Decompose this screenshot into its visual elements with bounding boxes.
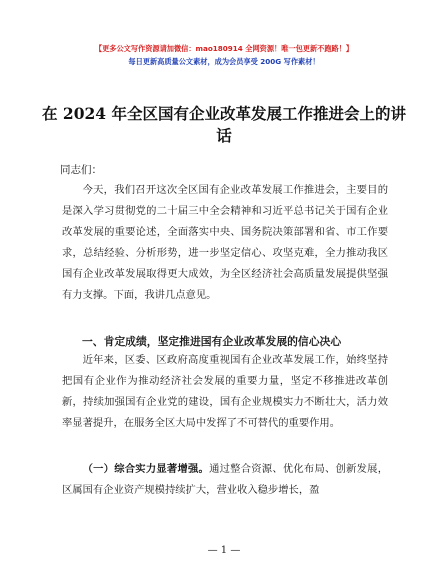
subheading-1: （一）综合实力显著增强。 <box>82 463 210 475</box>
document-title: 在 2024 年全区国有企业改革发展工作推进会上的讲话 <box>42 104 406 145</box>
paragraph-intro: 今天，我们召开这次全区国有企业改革发展工作推进会，主要目的是深入学习贯彻党的二十届三中全会精神和习近平总书记关于国有企业改革发展的重要论述，全面落实中央、国务院决策部署和省、市工作要求，总结经验、分析形势，进一步坚定信心、攻坚克难，全力推动我区国有企业改革发展取得更大成效，为全区经济社会高质量发展提供坚强有力支撑。下面，我讲几点意见。 <box>62 184 388 301</box>
paragraph-subsection1 <box>62 459 388 501</box>
section-heading-1: 一、肯定成绩，坚定推进国有企业改革发展的信心决心 <box>82 335 342 348</box>
greeting: 同志们： <box>60 164 102 176</box>
promo-banner-line2: 每日更新高质量公文素材，成为会员享受 200G 写作素材！ <box>128 57 320 66</box>
paragraph-section1: 近年来，区委、区政府高度重视国有企业改革发展工作，始终坚持把国有企业作为推动经济社会发展的重要力量，坚定不移推进改革创新，持续加强国有企业党的建设，国有企业规模实力不断壮大，活力效率显著提升，在服务全区大局中发挥了不可替代的重要作用。 <box>62 354 388 429</box>
page-number: — 1 — <box>207 545 241 556</box>
subsection1-body: 通过整合资源、优化布局、创新发展，区属国有企业资产规模持续扩大，营业收入稳步增长，盈 <box>62 463 389 496</box>
promo-banner-line1: 【更多公文写作资源请加微信：mao180914 全网资源！唯一包更新不跑路！】 <box>94 44 354 53</box>
